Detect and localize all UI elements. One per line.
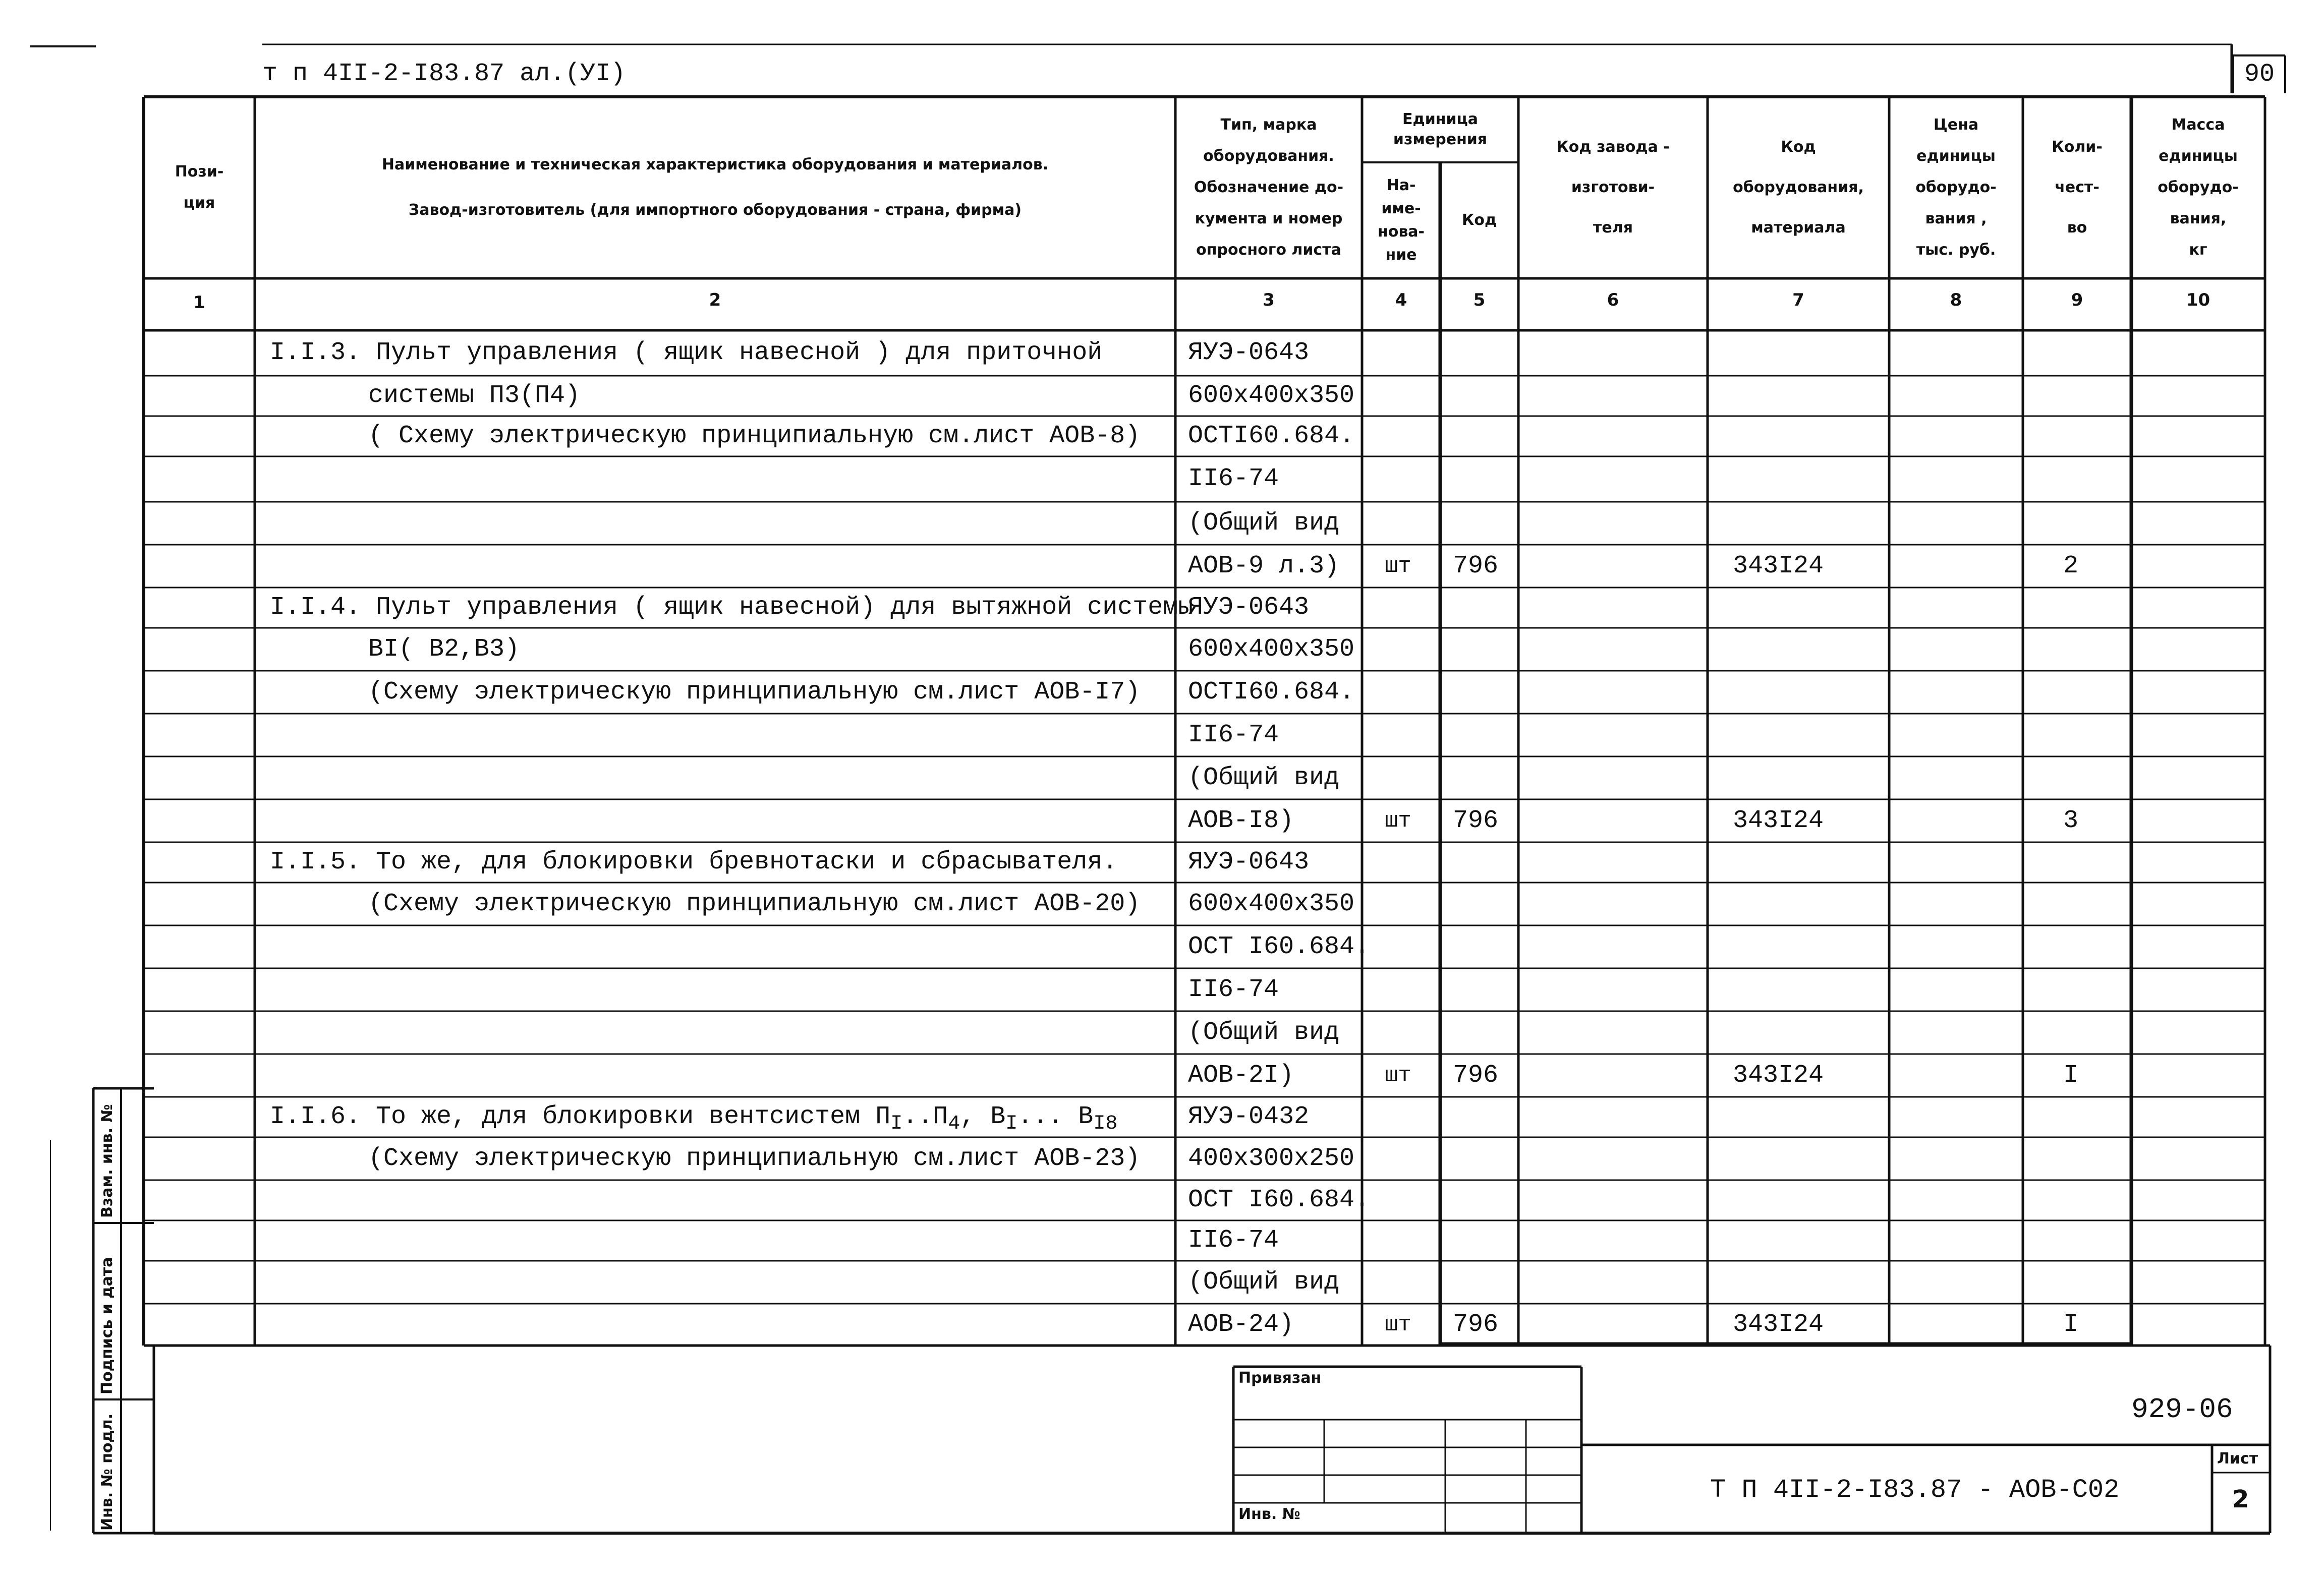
item-type: ОСТI60.684.: [1188, 677, 1355, 707]
item-type: АОВ-9 л.3): [1188, 551, 1340, 580]
item-name-part: ..П: [902, 1102, 948, 1131]
col-header-factory-code: Код завода - изготови- теля: [1556, 138, 1670, 237]
item-type: 600x400x350: [1188, 634, 1355, 664]
col-number: 7: [1792, 290, 1804, 310]
item-equipment-code: 343I24: [1733, 1061, 1824, 1090]
item-unit: шт: [1385, 808, 1411, 834]
col-header-price: Цена единицы оборудо- вания , тыс. руб.: [1915, 116, 1997, 259]
item-name: (Схему электрическую принципиальную см.лист АОВ-23): [368, 1144, 1141, 1173]
item-quantity: 2: [2063, 551, 2079, 580]
item-type: АОВ-2I): [1188, 1061, 1294, 1090]
col-header-unit-code: Код: [1461, 211, 1497, 229]
col-header-type: Тип, марка оборудования. Обозначение до- кумента и номер опросного листа: [1194, 116, 1344, 259]
item-type: ОСТ I60.684.: [1188, 1186, 1370, 1214]
col-number: 10: [2186, 290, 2210, 310]
item-type: 600x400x350: [1188, 381, 1355, 410]
col-number: 8: [1950, 290, 1962, 310]
item-type: ЯУЭ-0432: [1188, 1102, 1310, 1131]
item-name: I.I.4. Пульт управления ( ящик навесной) для вытяжной системы: [270, 593, 1194, 622]
archive-number: 929-06: [2131, 1393, 2233, 1426]
item-type: 400x300x250: [1188, 1144, 1355, 1173]
item-name-subscript: I: [1005, 1113, 1018, 1135]
side-stamp-sign-date: Подпись и дата: [98, 1257, 116, 1394]
item-type: (Общий вид: [1188, 763, 1340, 792]
item-type: (Общий вид: [1188, 508, 1340, 538]
item-type: (Общий вид: [1188, 1018, 1340, 1047]
col-header-mass: Масса единицы оборудо- вания, кг: [2158, 116, 2239, 259]
col-number: 5: [1473, 290, 1486, 310]
item-type: ОСТ I60.684.: [1188, 932, 1370, 961]
item-name: (Схему электрическую принципиальную см.лист АОВ-20): [368, 889, 1141, 918]
item-name: I.I.5. То же, для блокировки бревнотаски и сбрасывателя.: [270, 848, 1118, 876]
item-name: I.I.3. Пульт управления ( ящик навесной ) для приточной: [270, 338, 1103, 367]
item-type: II6-74: [1188, 975, 1279, 1004]
item-unit-code: 796: [1453, 1061, 1499, 1090]
item-quantity: 3: [2063, 806, 2079, 835]
item-name-part: I.I.6. То же, для блокировки вентсистем П: [270, 1102, 891, 1131]
document-code: Т П 4II-2-I83.87 - АОВ-С02: [1710, 1475, 2120, 1505]
item-unit-code: 796: [1453, 1310, 1499, 1339]
item-type: II6-74: [1188, 720, 1279, 749]
item-equipment-code: 343I24: [1733, 1310, 1824, 1339]
side-stamp-vzam-inv: Взам. инв. №: [98, 1104, 116, 1218]
col-header-quantity: Коли- чест- во: [2052, 138, 2103, 237]
item-name: системы П3(П4): [368, 381, 581, 410]
col-number: 9: [2071, 290, 2083, 310]
item-unit: шт: [1385, 1312, 1411, 1337]
col-header-position: Пози- ция: [175, 163, 224, 212]
item-equipment-code: 343I24: [1733, 551, 1824, 580]
col-header-name: Наименование и техническая характеристика оборудования и материалов. Завод-изготовитель (для импортного оборудования - страна, фирма): [381, 156, 1049, 219]
side-stamp-inv-podl: Инв. № подл.: [98, 1413, 116, 1531]
item-name-part: ... В: [1017, 1102, 1094, 1131]
item-type: ЯУЭ-0643: [1188, 593, 1310, 622]
item-quantity: I: [2063, 1061, 2079, 1090]
col-number: 2: [709, 290, 721, 310]
item-name: ( Схему электрическую принципиальную см.лист АОВ-8): [368, 422, 1141, 450]
item-equipment-code: 343I24: [1733, 806, 1824, 835]
col-number: 4: [1395, 290, 1407, 310]
col-number: 1: [193, 293, 205, 313]
item-name-subscript: 4: [948, 1113, 960, 1135]
item-type: АОВ-I8): [1188, 806, 1294, 835]
item-name-subscript: I: [890, 1113, 903, 1135]
item-type: II6-74: [1188, 1226, 1279, 1255]
item-name-part: , В: [960, 1102, 1006, 1131]
item-name: [270, 1104, 1117, 1137]
inv-no-label: Инв. №: [1238, 1505, 1300, 1523]
col-number: 6: [1607, 290, 1619, 310]
item-unit: шт: [1385, 1063, 1411, 1088]
item-unit: шт: [1385, 553, 1411, 579]
item-name-subscript: I8: [1093, 1113, 1118, 1135]
item-type: II6-74: [1188, 464, 1279, 493]
privyazan-label: Привязан: [1238, 1369, 1322, 1387]
item-type: АОВ-24): [1188, 1310, 1294, 1339]
item-type: (Общий вид: [1188, 1267, 1340, 1297]
col-header-unit-name: На- име- нова- ние: [1377, 177, 1425, 264]
item-unit-code: 796: [1453, 806, 1499, 835]
col-number: 3: [1263, 290, 1275, 310]
item-type: ОСТI60.684.: [1188, 422, 1355, 450]
item-quantity: I: [2063, 1310, 2079, 1339]
page-number: 90: [2232, 55, 2285, 93]
item-unit-code: 796: [1453, 551, 1499, 580]
col-header-unit-group: Единица измерения: [1393, 110, 1488, 148]
item-type: 600x400x350: [1188, 889, 1355, 918]
item-type: ЯУЭ-0643: [1188, 338, 1310, 367]
col-header-equipment-code: Код оборудования, материала: [1733, 138, 1864, 237]
item-type: ЯУЭ-0643: [1188, 848, 1310, 876]
item-name: (Схему электрическую принципиальную см.лист АОВ-I7): [368, 677, 1141, 707]
sheet-number: 2: [2232, 1485, 2249, 1513]
series-code: т п 4II-2-I83.87 ал.(УI): [262, 60, 626, 88]
sheet-label: Лист: [2217, 1450, 2258, 1468]
item-name: BI( В2,В3): [368, 634, 520, 664]
